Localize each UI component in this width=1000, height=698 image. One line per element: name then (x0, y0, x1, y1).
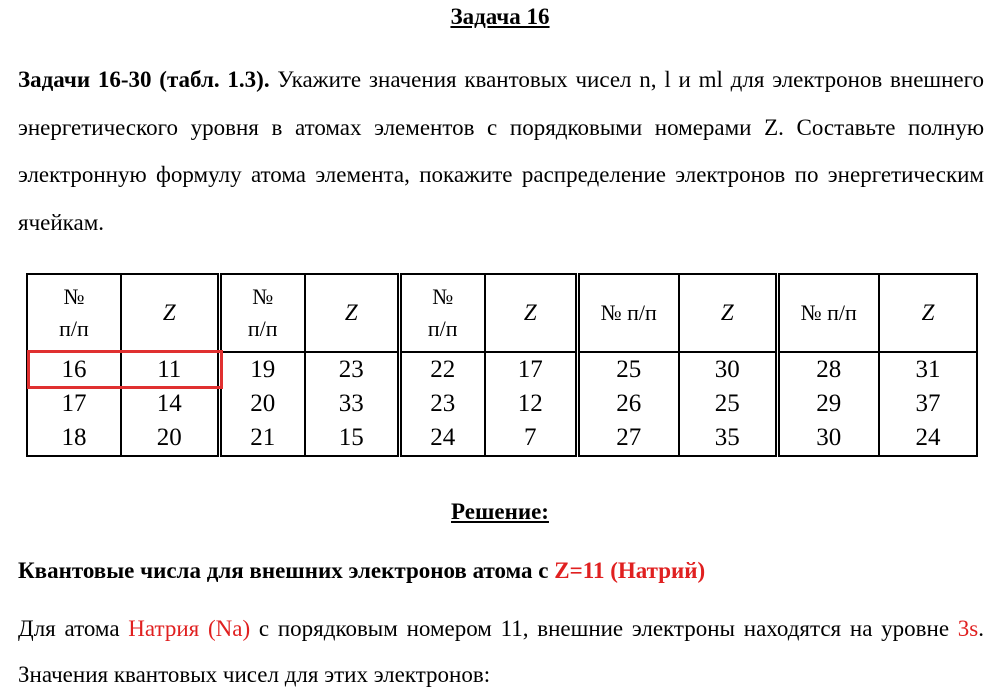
subheading-element: Z=11 (Натрий) (554, 558, 706, 583)
table-cell: 15 (305, 421, 399, 456)
table-cell: 31 (879, 352, 977, 387)
table-cell: 25 (577, 352, 679, 387)
table-row (27, 352, 977, 387)
header-num: № п/п (27, 274, 121, 352)
task-description (18, 56, 984, 246)
table-cell: 20 (121, 421, 219, 456)
header-num: № п/п (219, 274, 305, 352)
table-cell: 20 (219, 387, 305, 421)
table-cell: 16 (27, 352, 121, 387)
table-cell: 19 (219, 352, 305, 387)
para-text: с порядковым номером 11, внешние электроны находятся на уровне (250, 616, 958, 641)
task-ref: Задачи 16-30 (табл. 1.3). (18, 67, 270, 92)
table-cell: 23 (399, 387, 485, 421)
header-z: Z (121, 274, 219, 352)
table-cell: 37 (879, 387, 977, 421)
para-text: . Значения квантовых чисел для этих электронов: (18, 616, 984, 687)
solution-heading: Решение: (451, 499, 549, 524)
task-text: Укажите значения квантовых чисел n, l и ml для электронов внешнего энергетического уровня в атомах элементов с порядковыми номерами Z. Составьте полную электронную формулу атома элемента, покажите распределение электронов по энергетическим ячейкам. (18, 67, 984, 235)
header-z: Z (485, 274, 577, 352)
table-cell: 24 (399, 421, 485, 456)
table-cell: 12 (485, 387, 577, 421)
subheading-text: Квантовые числа для внешних электронов атома с (18, 558, 555, 583)
table-cell: 27 (577, 421, 679, 456)
table-cell: 29 (777, 387, 879, 421)
header-z: Z (305, 274, 399, 352)
orbital-level: 3s (957, 616, 979, 641)
page-title: Задача 16 (450, 4, 550, 29)
table-row (27, 387, 977, 421)
para-text: Для атома (18, 616, 129, 641)
solution-paragraph (18, 606, 984, 698)
quantum-table (26, 273, 978, 457)
table-cell: 14 (121, 387, 219, 421)
table-cell: 7 (485, 421, 577, 456)
solution-subheading (18, 556, 705, 586)
table-cell: 33 (305, 387, 399, 421)
header-z: Z (679, 274, 777, 352)
table-cell: 25 (679, 387, 777, 421)
table-cell: 26 (577, 387, 679, 421)
table-cell: 30 (679, 352, 777, 387)
table-cell: 17 (27, 387, 121, 421)
header-z: Z (879, 274, 977, 352)
table-cell: 35 (679, 421, 777, 456)
table-cell: 17 (485, 352, 577, 387)
header-num: № п/п (577, 274, 679, 352)
table-cell: 18 (27, 421, 121, 456)
table-cell: 30 (777, 421, 879, 456)
element-name: Натрия (Na) (128, 616, 251, 641)
table-cell: 28 (777, 352, 879, 387)
table-cell: 22 (399, 352, 485, 387)
table-cell: 11 (121, 352, 219, 387)
table-header-row (27, 274, 977, 352)
table-cell: 23 (305, 352, 399, 387)
table-cell: 24 (879, 421, 977, 456)
table-cell: 21 (219, 421, 305, 456)
header-num: № п/п (399, 274, 485, 352)
table-row (27, 421, 977, 456)
header-num: № п/п (777, 274, 879, 352)
